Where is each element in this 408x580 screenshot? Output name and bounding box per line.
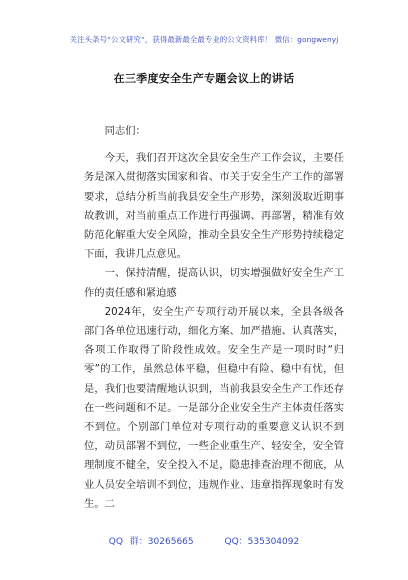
paragraph-section-1: 2024年，安全生产专项行动开展以来，全县各级各部门各单位迅速行动，细化方案、加严措施、认真落实，各项工作取得了阶段性成效。安全生产是一项时时“归零”的工作，虽然总体平稳，但稳中有险、稳中有忧，但是，我们也要清醒地认识到，当前我县安全生产工作还存在一些问题和不足。一是部分企业安全生产主体责任落实不到位。个别部门单位对专项行动的重要意义认识不到位，动员部署不到位，一些企业重生产、轻安全，安全管理制度不健全，安全投入不足，隐患排查治理不彻底，从业人员安全培训不到位，违规作业、违章指挥现象时有发生。二 [84,305,344,510]
footer-qq: QQ：535304092 [224,537,300,547]
footer-contact [0,534,408,547]
salutation: 同志们： [104,125,146,137]
document-body [84,122,344,514]
document-title: 在三季度安全生产专题会议上的讲话 [113,72,295,85]
footer-qq-group: QQ 群：30265665 [108,537,194,547]
header-promo-note: 关注头条号“公文研究”，获得最新最全最专业的公文资料库！ 微信：gongwenyj [69,35,339,44]
paragraph-opening: 今天，我们召开这次全县安全生产工作会议，主要任务是深入贯彻落实国家和省、市关于安全生产工作的部署要求，总结分析当前我县安全生产形势，深刻汲取近期事故教训，对当前重点工作进行再强调、再部署，精准有效防范化解重大安全风险，推动全县安全生产形势持续稳定下面，我讲几点意见。 [84,152,344,261]
section-heading-1: 一、保持清醒，提高认识，切实增强做好安全生产工作的责任感和紧迫感 [84,267,344,299]
